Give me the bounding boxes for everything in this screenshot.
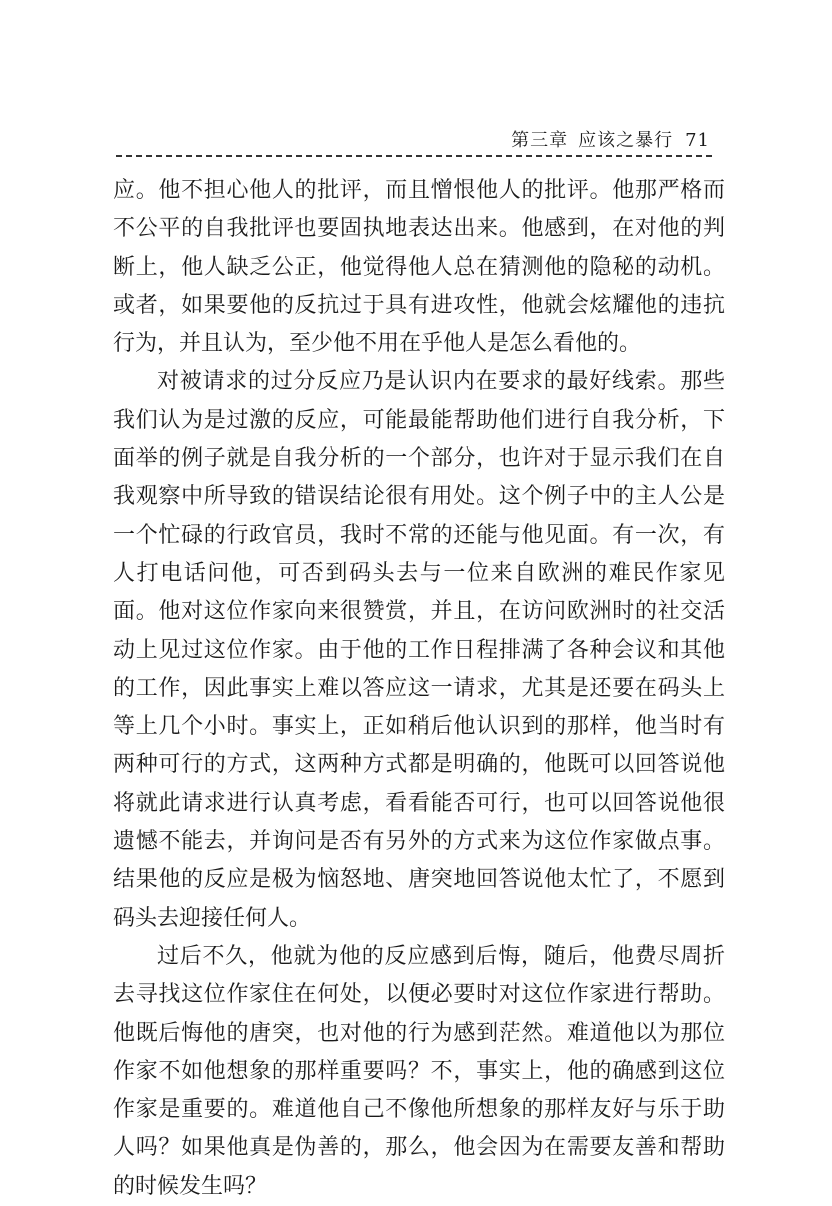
paragraph: 对被请求的过分反应乃是认识内在要求的最好线索。那些我们认为是过激的反应，可能最能帮助他们进行自我分析，下面举的例子就是自我分析的一个部分，也许对于显示我们在自我观察中所导致的错误结论很有用处。这个例子中的主人公是一个忙碌的行政官员，我时不常的还能与他见面。有一次，有人打电话问他，可否到码头去与一位来自欧洲的难民作家见面。他对这位作家向来很赞赏，并且，在访问欧洲时的社交活动上见过这位作家。由于他的工作日程排满了各种会议和其他的工作，因此事实上难以答应这一请求，尤其是还要在码头上等上几个小时。事实上，正如稍后他认识到的那样，他当时有两种可行的方式，这两种方式都是明确的，他既可以回答说他将就此请求进行认真考虑，看看能否可行，也可以回答说他很遗憾不能去，并询问是否有另外的方式来为这位作家做点事。结果他的反应是极为恼怒地、唐突地回答说他太忙了，不愿到码头去迎接任何人。 (113, 369, 725, 931)
paragraph: 过后不久，他就为他的反应感到后悔，随后，他费尽周折去寻找这位作家住在何处，以便必要时对这位作家进行帮助。他既后悔他的唐突，也对他的行为感到茫然。难道他以为那位作家不如他想象的那样重要吗？不，事实上，他的确感到这位作家是重要的。难道他自己不像他所想象的那样友好与乐于助人吗？如果他真是伪善的，那么，他会因为在需要友善和帮助的时候发生吗？ (113, 943, 725, 1199)
chapter-title: 应该之暴行 (578, 130, 674, 151)
header-divider (116, 155, 712, 157)
paragraph-continuation: 应。他不担心他人的批评，而且憎恨他人的批评。他那严格而不公平的自我批评也要固执地表达出来。他感到，在对他的判断上，他人缺乏公正，他觉得他人总在猜测他的隐秘的动机。或者，如果要他的反抗过于具有进攻性，他就会炫耀他的违抗行为，并且认为，至少他不用在乎他人是怎么看他的。 (113, 178, 725, 357)
chapter-label: 第三章 (511, 130, 569, 151)
page-number: 71 (685, 130, 710, 151)
running-header (511, 126, 710, 152)
body-text (113, 172, 725, 1206)
